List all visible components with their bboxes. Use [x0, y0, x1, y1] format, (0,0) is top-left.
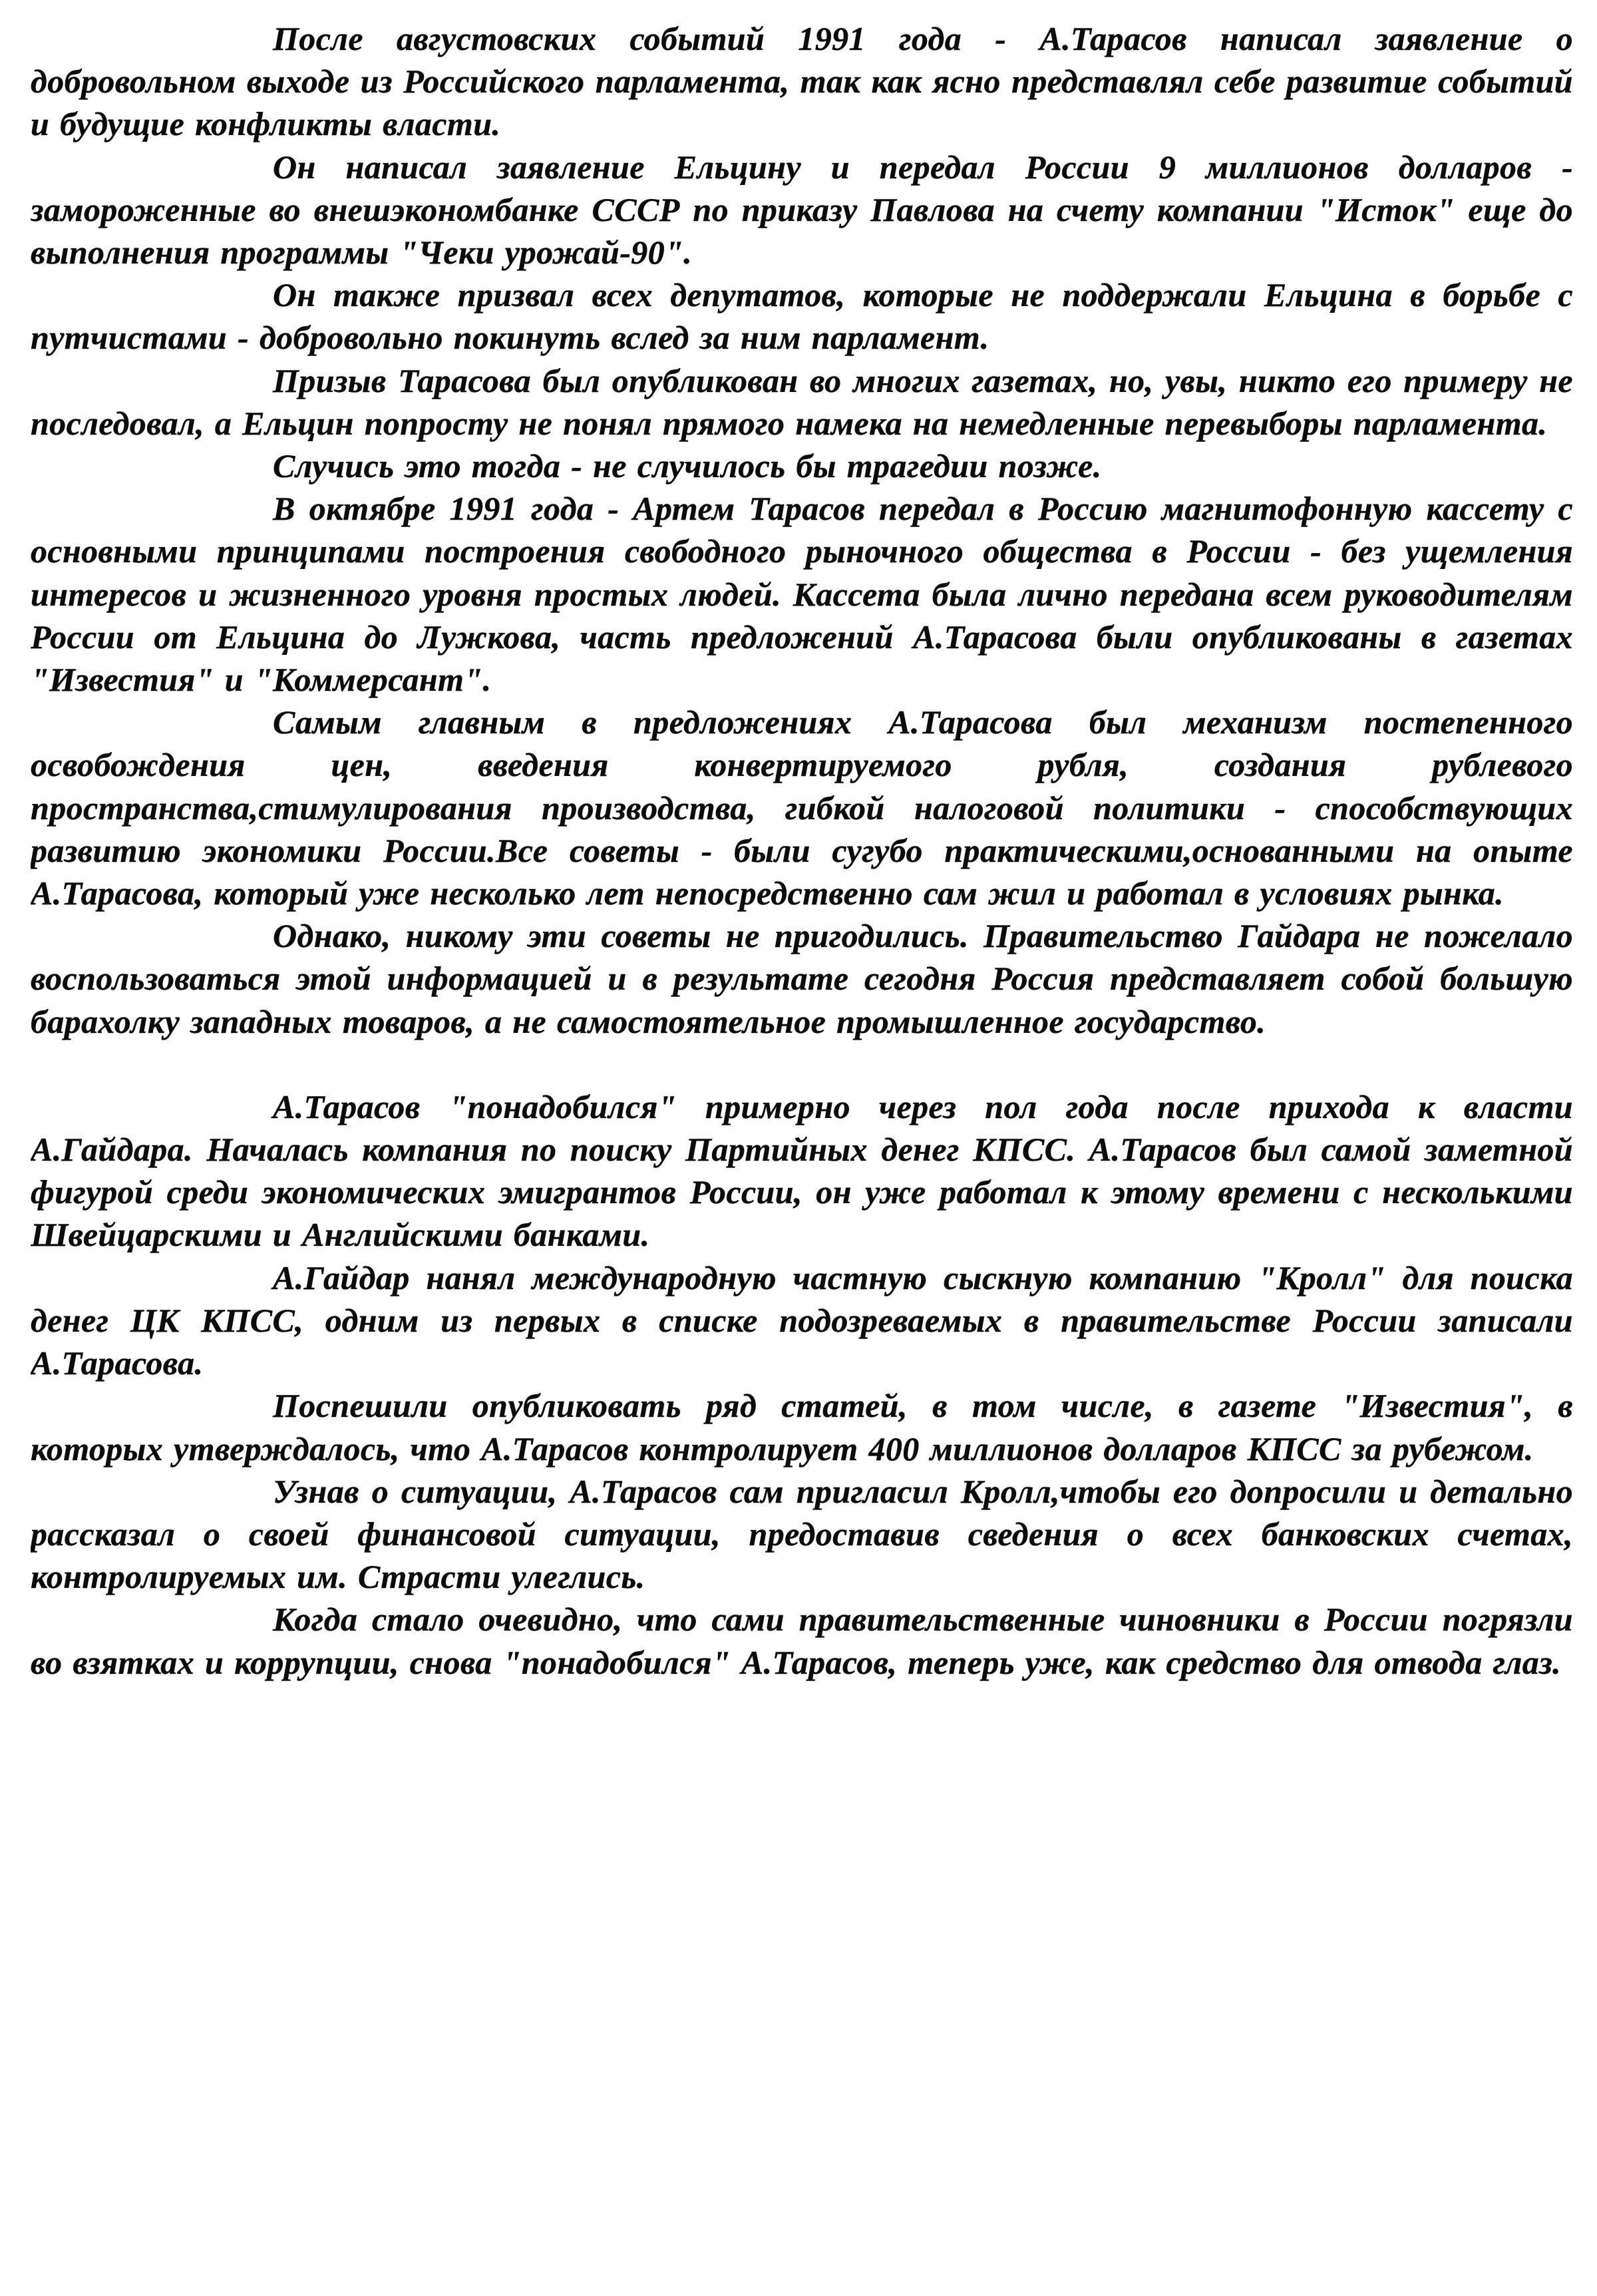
section-gap [31, 1043, 1573, 1085]
paragraph-3: Он также призвал всех депутатов, которые не поддержали Ельцина в борьбе с путчистами - добровольно покинуть вслед за ним парламент. [31, 276, 1573, 357]
paragraph-9: А.Тарасов "понадобился" примерно через пол года после прихода к власти А.Гайдара. Началась компания по поиску Партийных денег КПСС. А.Тарасов был самой заметной фигурой среди экономических эмигрантов России, он уже работал к этому времени с несколькими Швейцарскими и Английскими банками. [31, 1087, 1573, 1254]
paragraph-8: Однако, никому эти советы не пригодились. Правительство Гайдара не пожелало воспользоваться этой информацией и в результате сегодня Россия представляет собой большую барахолку западных товаров, а не самостоятельное промышленное государство. [31, 917, 1573, 1040]
paragraph-5: Случись это тогда - не случилось бы трагедии позже. [273, 447, 1102, 485]
document-page [31, 17, 1573, 2280]
paragraph-1: После августовских событий 1991 года - А.Тарасов написал заявление о добровольном выходе из Российского парламента, так как ясно представлял себе развитие событий и будущие конфликты власти. [31, 20, 1573, 143]
paragraph-4: Призыв Тарасова был опубликован во многих газетах, но, увы, никто его примеру не последовал, а Ельцин попросту не понял прямого намека на немедленные перевыборы парламента. [31, 361, 1573, 442]
paragraph-6: В октябре 1991 года - Артем Тарасов передал в Россию магнитофонную кассету с основными принципами построения свободного рыночного общества в России - без ущемления интересов и жизненного уровня простых людей. Кассета была лично передана всем руководителям России от Ельцина до Лужкова, часть предложений А.Тарасова были опубликованы в газетах "Известия" и "Коммерсант". [31, 490, 1573, 699]
paragraph-10: А.Гайдар нанял международную частную сыскную компанию "Кролл" для поиска денег ЦК КПСС, одним из первых в списке подозреваемых в правительстве России записали А.Тарасова. [31, 1258, 1573, 1382]
paragraph-7: Самым главным в предложениях А.Тарасова был механизм постепенного освобождения цен, введения конвертируемого рубля, создания рублевого пространства,стимулирования производства, гибкой налоговой политики - способствующих развитию экономики России.Все советы - были сугубо практическими,основанными на опыте А.Тарасова, который уже несколько лет непосредственно сам жил и работал в условиях рынка. [31, 703, 1573, 912]
paragraph-13: Когда стало очевидно, что сами правительственные чиновники в России погрязли во взятках и коррупции, снова "понадобился" А.Тарасов, теперь уже, как средство для отвода глаз. [31, 1601, 1573, 1681]
paragraph-12: Узнав о ситуации, А.Тарасов сам пригласил Кролл,чтобы его допросили и детально рассказал о своей финансовой ситуации, предоставив сведения о всех банковских счетах, контролируемых им. Страсти улеглись. [31, 1472, 1573, 1596]
paragraph-11: Поспешили опубликовать ряд статей, в том числе, в газете "Известия", в которых утверждалось, что А.Тарасов контролирует 400 миллионов долларов КПСС за рубежом. [31, 1387, 1573, 1467]
paragraph-2: Он написал заявление Ельцину и передал России 9 миллионов долларов - замороженные во внешэкономбанке СССР по приказу Павлова на счету компании "Исток" еще до выполнения программы "Чеки урожай-90". [31, 148, 1573, 272]
